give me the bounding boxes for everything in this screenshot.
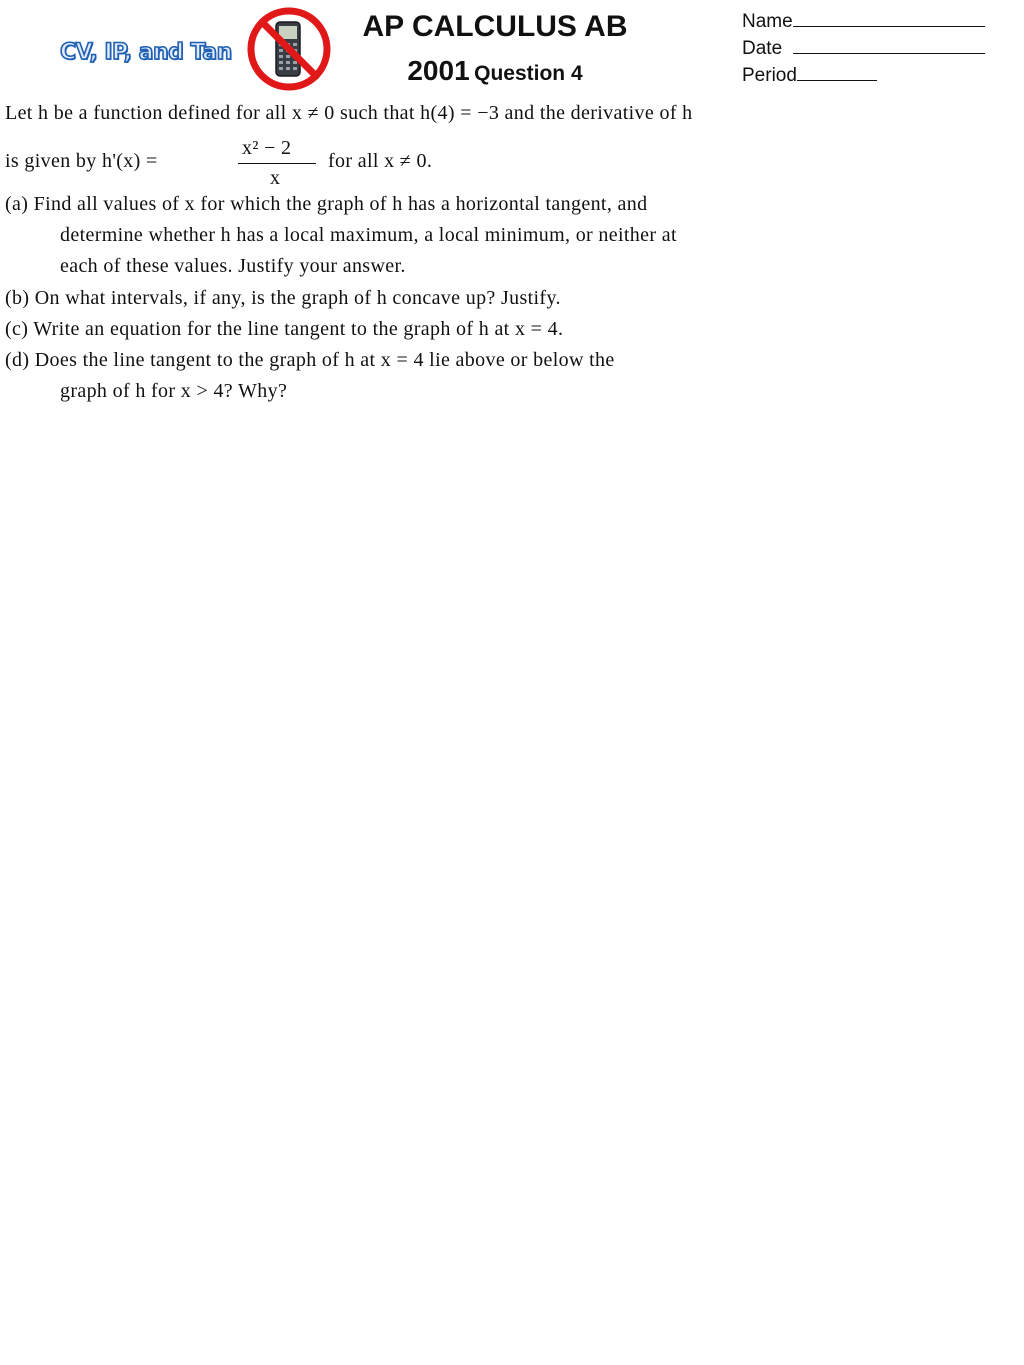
part-a-line2: determine whether h has a local maximum, a local minimum, or neither at — [60, 224, 677, 246]
fraction-numerator: x² − 2 — [242, 137, 292, 159]
date-field — [742, 37, 985, 60]
part-c: (c) Write an equation for the line tangent to the graph of h at x = 4. — [5, 318, 564, 340]
exam-year: 2001 — [407, 55, 470, 86]
derivative-fraction — [238, 137, 318, 191]
part-a-line1: (a) Find all values of x for which the graph of h has a horizontal tangent, and — [5, 193, 648, 215]
question-subtitle — [360, 55, 630, 87]
problem-intro-line1: Let h be a function defined for all x ≠ 0 such that h(4) = −3 and the derivative of h — [5, 102, 693, 124]
part-d-line1: (d) Does the line tangent to the graph of h at x = 4 lie above or below the — [5, 349, 615, 371]
page-title: AP CALCULUS AB — [362, 10, 628, 43]
part-a-line3: each of these values. Justify your answer. — [60, 255, 406, 277]
name-field — [742, 10, 985, 33]
topic-tag: CV, IP, and Tan — [60, 40, 232, 65]
part-d-line2: graph of h for x > 4? Why? — [60, 380, 288, 402]
part-b: (b) On what intervals, if any, is the graph of h concave up? Justify. — [5, 287, 561, 309]
name-label: Name — [742, 11, 793, 32]
fraction-bar — [238, 163, 316, 164]
problem-intro-line2-suffix: for all x ≠ 0. — [328, 150, 433, 172]
date-label: Date — [742, 38, 783, 59]
no-calculator-icon — [244, 6, 334, 92]
period-label: Period — [742, 65, 797, 86]
problem-intro-line2: is given by h'(x) = — [5, 150, 158, 172]
date-blank — [793, 37, 985, 54]
period-field — [742, 64, 877, 87]
fraction-denominator: x — [270, 167, 281, 189]
period-blank — [797, 64, 877, 81]
name-blank — [793, 10, 985, 27]
question-number: Question 4 — [474, 62, 583, 85]
